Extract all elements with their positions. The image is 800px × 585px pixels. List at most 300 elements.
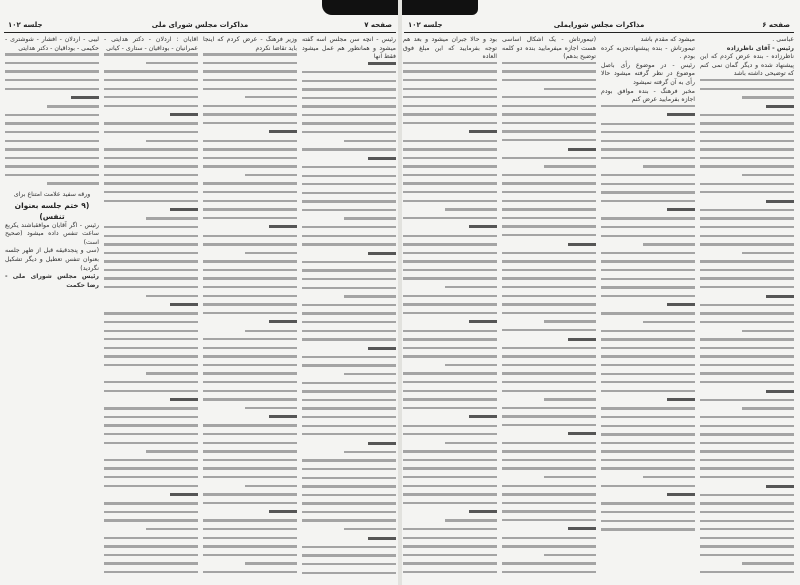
text-line [700, 502, 794, 504]
text-line [368, 252, 396, 255]
column-2 [203, 36, 297, 578]
text-line [502, 347, 596, 349]
text-line [302, 209, 396, 211]
text-line [203, 277, 297, 279]
right-page [404, 18, 794, 578]
text-line [601, 381, 695, 383]
text-line [104, 70, 198, 72]
text-line [700, 381, 794, 383]
text-line [601, 157, 695, 159]
text-line [568, 148, 596, 151]
text-line [203, 571, 297, 573]
text-line [104, 476, 198, 478]
paragraph: بود و حالا جبران میشود و بعد هم توجه بفرمایید که این مبلغ فوق العاده [403, 36, 497, 61]
session-number: جلسه ۱۰۲ [8, 21, 43, 29]
text-line [700, 217, 794, 219]
text-line [203, 433, 297, 435]
text-line [766, 295, 794, 298]
text-line [700, 537, 794, 539]
text-line [302, 321, 396, 323]
text-line [700, 277, 794, 279]
text-line [403, 338, 497, 340]
text-line [700, 114, 794, 116]
text-line [203, 424, 297, 426]
text-line [700, 528, 794, 530]
text-line [601, 355, 695, 357]
text-texture [601, 105, 695, 531]
text-line [403, 537, 497, 539]
text-line [170, 303, 198, 306]
text-line [5, 131, 99, 133]
text-line [700, 131, 794, 133]
paragraph: مخبر فرهنگ - بنده موافق بودم اجازه بفرمایید عرض کنم [601, 87, 695, 104]
text-line [502, 537, 596, 539]
text-line [502, 571, 596, 573]
text-line [170, 398, 198, 401]
text-line [302, 183, 396, 185]
text-line [601, 123, 695, 125]
text-line [403, 528, 497, 530]
text-line [203, 554, 297, 556]
text-line [245, 174, 297, 176]
text-line [302, 502, 396, 504]
text-line [5, 165, 99, 167]
text-line [601, 390, 695, 392]
text-line [104, 519, 198, 521]
text-line [766, 485, 794, 488]
text-line [403, 433, 497, 435]
paragraph: عباسی . [772, 36, 794, 43]
text-line [203, 338, 297, 340]
text-line [203, 312, 297, 314]
text-line [403, 502, 497, 504]
text-line [667, 303, 695, 306]
text-line [203, 208, 297, 210]
text-line [544, 320, 596, 322]
text-line [203, 260, 297, 262]
text-line [700, 148, 794, 150]
text-line [203, 105, 297, 107]
running-title: مذاکرات مجلس شورایملی [553, 21, 645, 29]
signature-line: رئیس مجلس شورای ملی - رضا حکمت [5, 273, 99, 289]
text-line [203, 528, 297, 530]
page-number: صفحه ۶ [762, 21, 790, 29]
text-line [544, 88, 596, 90]
text-line [269, 510, 297, 513]
column-3 [104, 36, 198, 578]
text-line [544, 165, 596, 167]
text-line [104, 571, 198, 573]
text-line [203, 398, 297, 400]
text-line [302, 261, 396, 263]
text-line [700, 347, 794, 349]
text-line [203, 140, 297, 142]
text-line [700, 235, 794, 237]
text-line [302, 433, 396, 435]
text-line [643, 321, 695, 323]
text-line [302, 88, 396, 90]
text-line [203, 53, 297, 55]
page-gutter [398, 0, 402, 585]
text-line [601, 520, 695, 522]
text-line [403, 243, 497, 245]
text-texture [104, 53, 198, 578]
text-line [502, 493, 596, 495]
text-line [302, 226, 396, 228]
text-line [302, 330, 396, 332]
text-line [601, 269, 695, 271]
text-line [403, 347, 497, 349]
text-line [104, 467, 198, 469]
text-line [170, 208, 198, 211]
text-line [667, 113, 695, 116]
text-line [502, 502, 596, 504]
text-line [601, 502, 695, 504]
text-line [766, 200, 794, 203]
text-line [203, 70, 297, 72]
column-1 [302, 36, 396, 578]
text-line [203, 269, 297, 271]
text-line [302, 572, 396, 574]
text-line [302, 175, 396, 177]
text-line [302, 97, 396, 99]
text-line [502, 286, 596, 288]
section-heading: (۹ ختم جلسه بعنوان تنفس) [14, 200, 90, 221]
text-line [302, 131, 396, 133]
text-line [104, 321, 198, 323]
text-line [203, 364, 297, 366]
text-line [601, 407, 695, 409]
text-line [502, 372, 596, 374]
text-line [170, 493, 198, 496]
text-line [700, 442, 794, 444]
text-line [47, 105, 99, 107]
text-line [742, 174, 794, 176]
text-line [5, 122, 99, 124]
text-line [403, 450, 497, 452]
text-line [104, 416, 198, 418]
text-line [502, 450, 596, 452]
text-line [203, 157, 297, 159]
text-line [601, 373, 695, 375]
text-line [601, 191, 695, 193]
text-line [766, 105, 794, 108]
text-line [403, 407, 497, 409]
text-line [403, 295, 497, 297]
text-line [203, 200, 297, 202]
text-line [700, 364, 794, 366]
text-line [643, 476, 695, 478]
text-line [601, 260, 695, 262]
text-line [403, 277, 497, 279]
text-line [104, 433, 198, 435]
text-line [403, 113, 497, 115]
text-line [568, 432, 596, 435]
text-line [302, 312, 396, 314]
text-line [700, 338, 794, 340]
text-line [502, 157, 596, 159]
text-line [203, 545, 297, 547]
text-line [502, 252, 596, 254]
text-line [469, 415, 497, 418]
text-line [601, 364, 695, 366]
text-line [104, 459, 198, 461]
text-line [601, 148, 695, 150]
text-line [104, 381, 198, 383]
text-line [568, 338, 596, 341]
text-line [601, 200, 695, 202]
text-line [302, 546, 396, 548]
text-line [302, 416, 396, 418]
text-line [700, 321, 794, 323]
text-line [104, 277, 198, 279]
text-line [104, 105, 198, 107]
text-line [368, 347, 396, 350]
text-line [104, 312, 198, 314]
text-line [502, 355, 596, 357]
text-line [544, 398, 596, 400]
text-line [203, 165, 297, 167]
text-line [445, 286, 497, 288]
text-line [502, 79, 596, 81]
text-line [302, 269, 396, 271]
text-line [601, 485, 695, 487]
text-line [502, 407, 596, 409]
text-line [269, 225, 297, 228]
text-line [700, 545, 794, 547]
paragraph: (تیمورتاش - یک اشکال اساسی هست اجازه میفرمایید بنده دو کلمه توضیح بدهم) [502, 36, 596, 61]
text-line [502, 182, 596, 184]
text-line [146, 217, 198, 219]
text-line [302, 485, 396, 487]
text-line [403, 62, 497, 64]
paragraph: میشود که مقدم باشد [640, 36, 695, 43]
text-line [5, 140, 99, 142]
text-line [502, 381, 596, 383]
text-line [104, 364, 198, 366]
text-line [502, 303, 596, 305]
text-line [502, 105, 596, 107]
speaker: رئیس - آقای ناظرزاده [726, 44, 794, 52]
text-line [170, 113, 198, 116]
text-line [302, 166, 396, 168]
text-line [700, 79, 794, 81]
page-header [4, 18, 396, 33]
text-line [302, 71, 396, 73]
text-line [146, 528, 198, 530]
text-line [403, 252, 497, 254]
page-header [404, 18, 794, 33]
text-line [601, 286, 695, 288]
text-line [104, 545, 198, 547]
text-line [403, 235, 497, 237]
text-line [502, 113, 596, 115]
text-line [403, 381, 497, 383]
text-line [104, 226, 198, 228]
text-line [203, 459, 297, 461]
text-line [146, 62, 198, 64]
text-line [104, 269, 198, 271]
text-line [568, 243, 596, 246]
text-line [104, 260, 198, 262]
column-3 [502, 36, 596, 578]
text-line [700, 269, 794, 271]
text-line [302, 356, 396, 358]
text-line [403, 330, 497, 332]
text-line [203, 519, 297, 521]
text-line [203, 113, 297, 115]
text-line [104, 148, 198, 150]
text-line [146, 140, 198, 142]
paragraph: رئیس - اگر آقایان موافقباشند یکربع ساعت تنفس داده میشود (صحیح است) [5, 221, 99, 246]
text-line [700, 554, 794, 556]
text-line [502, 130, 596, 132]
text-line [601, 217, 695, 219]
text-line [104, 157, 198, 159]
text-line [302, 80, 396, 82]
text-line [203, 148, 297, 150]
text-line [302, 114, 396, 116]
text-line [203, 295, 297, 297]
running-title: مذاکرات مجلس شورای ملی [151, 21, 249, 29]
text-line [403, 545, 497, 547]
text-line [203, 450, 297, 452]
text-line [700, 260, 794, 262]
text-texture [502, 62, 596, 578]
text-line [502, 277, 596, 279]
paragraph: (سی و پنجدقیقه قبل از ظهر جلسه بعنوان تنفس تعطیل و دیگر تشکیل نگردید) [5, 247, 99, 272]
text-line [403, 105, 497, 107]
text-line [700, 459, 794, 461]
column-4 [5, 36, 99, 578]
text-line [344, 140, 396, 142]
text-line [502, 312, 596, 314]
text-line [104, 562, 198, 564]
text-line [742, 96, 794, 98]
text-line [403, 485, 497, 487]
text-line [502, 467, 596, 469]
text-line [203, 390, 297, 392]
text-line [601, 416, 695, 418]
text-line [700, 399, 794, 401]
text-line [104, 235, 198, 237]
text-line [104, 88, 198, 90]
text-line [403, 70, 497, 72]
text-line [5, 88, 99, 90]
text-line [302, 563, 396, 565]
text-line [601, 131, 695, 133]
text-line [245, 562, 297, 564]
text-line [302, 200, 396, 202]
text-line [104, 131, 198, 133]
text-line [601, 174, 695, 176]
text-line [601, 433, 695, 435]
text-line [601, 312, 695, 314]
text-line [445, 364, 497, 366]
text-line [302, 511, 396, 513]
text-line [445, 208, 497, 210]
text-line [403, 165, 497, 167]
text-line [302, 407, 396, 409]
text-line [700, 122, 794, 124]
text-line [502, 234, 596, 236]
text-line [203, 467, 297, 469]
text-line [269, 320, 297, 323]
text-line [643, 165, 695, 167]
text-line [302, 287, 396, 289]
text-line [302, 494, 396, 496]
text-line [245, 252, 297, 254]
text-line [403, 122, 497, 124]
column-2 [601, 36, 695, 578]
page-number: صفحه ۷ [364, 21, 392, 29]
text-line [104, 191, 198, 193]
text-line [344, 217, 396, 219]
text-line [104, 424, 198, 426]
text-line [700, 209, 794, 211]
text-line [502, 415, 596, 417]
text-line [700, 226, 794, 228]
text-line [302, 554, 396, 556]
text-line [344, 295, 396, 297]
text-line [104, 355, 198, 357]
text-line [742, 252, 794, 254]
text-line [700, 165, 794, 167]
text-line [502, 510, 596, 512]
text-line [104, 347, 198, 349]
text-line [502, 122, 596, 124]
column-1 [700, 36, 794, 578]
text-texture [203, 53, 297, 578]
text-line [403, 157, 497, 159]
text-line [502, 545, 596, 547]
text-line [104, 174, 198, 176]
text-line [502, 519, 596, 521]
text-line [104, 502, 198, 504]
text-line [245, 330, 297, 332]
text-line [700, 511, 794, 513]
text-line [601, 252, 695, 254]
text-line [71, 96, 99, 99]
text-line [104, 537, 198, 539]
text-line [700, 355, 794, 357]
text-line [302, 192, 396, 194]
text-line [700, 520, 794, 522]
text-line [700, 183, 794, 185]
text-line [5, 157, 99, 159]
text-line [302, 468, 396, 470]
text-line [368, 537, 396, 540]
text-line [104, 53, 198, 55]
text-line [601, 450, 695, 452]
text-line [104, 442, 198, 444]
text-line [302, 425, 396, 427]
text-line [104, 554, 198, 556]
text-line [5, 62, 99, 64]
text-line [643, 243, 695, 245]
text-line [700, 243, 794, 245]
text-line [601, 278, 695, 280]
text-line [403, 355, 497, 357]
text-line [502, 96, 596, 98]
paragraph: ناظرزاده - بنده عرض کردم که این پیشنهاد شده و دیگر گمان نمی کنم که توضیحی داشته باشد [700, 53, 794, 78]
text-line [601, 528, 695, 530]
text-line [203, 381, 297, 383]
text-line [601, 511, 695, 513]
text-line [403, 312, 497, 314]
paragraph: رئیس - آنچه سن مجلس اسه گفته میشود و همانطور هم عمل میشود فقط آنها [302, 36, 396, 61]
text-line [601, 140, 695, 142]
